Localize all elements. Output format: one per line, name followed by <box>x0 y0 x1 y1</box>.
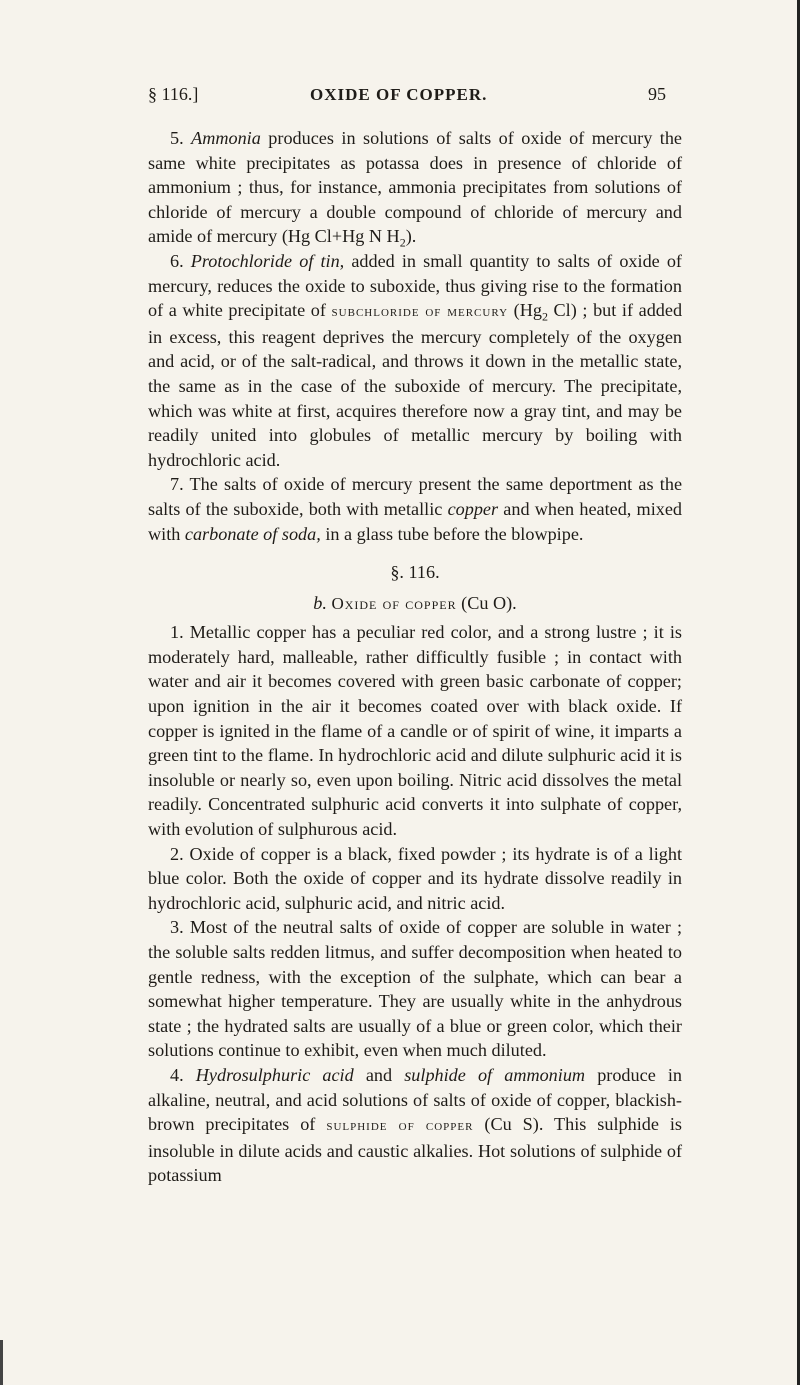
scan-mark <box>0 1340 3 1385</box>
page-number: 95 <box>648 84 666 104</box>
paragraph-copper-2: 2. Oxide of copper is a black, fixed powder ; its hydrate is of a light blue color. Both the oxide of copper and its hydrate dissolve readily in hydrochloric acid, sulphuric acid, and nitric acid. <box>148 843 683 913</box>
paragraph-copper-4: 4. Hydrosulphuric acid and sulphide of ammonium produce in alkaline, neutral, and acid solutions of salts of oxide of copper, blackish-brown precipitates of sulphide of copper (Cu S). This sulphide is insoluble in dilute acids and caustic alkalies. Hot solutions of sulphide of potassium <box>148 1064 683 1186</box>
paragraph-7: 7. The salts of oxide of mercury present the same deportment as the salts of the suboxide, both with metallic copper and when heated, mixed with carbonate of soda, in a glass tube before the blowpipe. <box>148 474 683 544</box>
section-number: §. 116. <box>390 562 440 583</box>
section-reference: § 116.] <box>148 84 199 104</box>
section-heading: b. Oxide of copper (Cu O). <box>313 592 517 613</box>
running-title: OXIDE OF COPPER. <box>310 85 488 104</box>
running-header <box>148 84 666 114</box>
paragraph-6: 6. Protochloride of tin, added in small quantity to salts of oxide of mercury, reduces the oxide to suboxide, thus giving rise to the formation of a white precipitate of subchloride of mercury ($Hg_2$ Cl) ; but if added in excess, this reagent deprives the mercury completely of the oxygen and acid, or of the salt-radical, and throws it down in the metallic state, the same as in the case of the suboxide of mercury. The precipitate, which was white at first, acquires therefore now a gray tint, and may be readily united into globules of metallic mercury by boiling with hydrochloric acid. <box>148 250 683 470</box>
page-body <box>148 126 682 1188</box>
paragraph-copper-3: 3. Most of the neutral salts of oxide of copper are soluble in water ; the soluble salts redden litmus, and suffer decomposition when heated to gentle redness, with the exception of the sulphate, which can bear a somewhat higher temperature. They are usually white in the anhydrous state ; the hydrated salts are usually of a blue or green color, which their solutions continue to exhibit, even when much diluted. <box>148 917 683 1061</box>
paragraph-5: 5. Ammonia produces in solutions of salts of oxide of mercury the same white precipitates as potassa does in presence of chloride of ammonium ; thus, for instance, ammonia precipitates from solutions of chloride of mercury a double compound of chloride of mercury and amide of mercury (Hg Cl+Hg N $H_2$). <box>148 128 682 251</box>
paragraph-copper-1: 1. Metallic copper has a peculiar red color, and a strong lustre ; it is moderately hard, malleable, rather difficultly fusible ; in contact with water and air it becomes covered with green basic carbonate of copper; upon ignition in the air it becomes coated over with black oxide. If copper is ignited in the flame of a candle or of spirit of wine, it imparts a green tint to the flame. In hydrochloric acid and dilute sulphuric acid it is insoluble or nearly so, even upon boiling. Nitric acid dissolves the metal readily. Concentrated sulphuric acid converts it into sulphate of copper, with evolution of sulphurous acid. <box>148 622 682 840</box>
